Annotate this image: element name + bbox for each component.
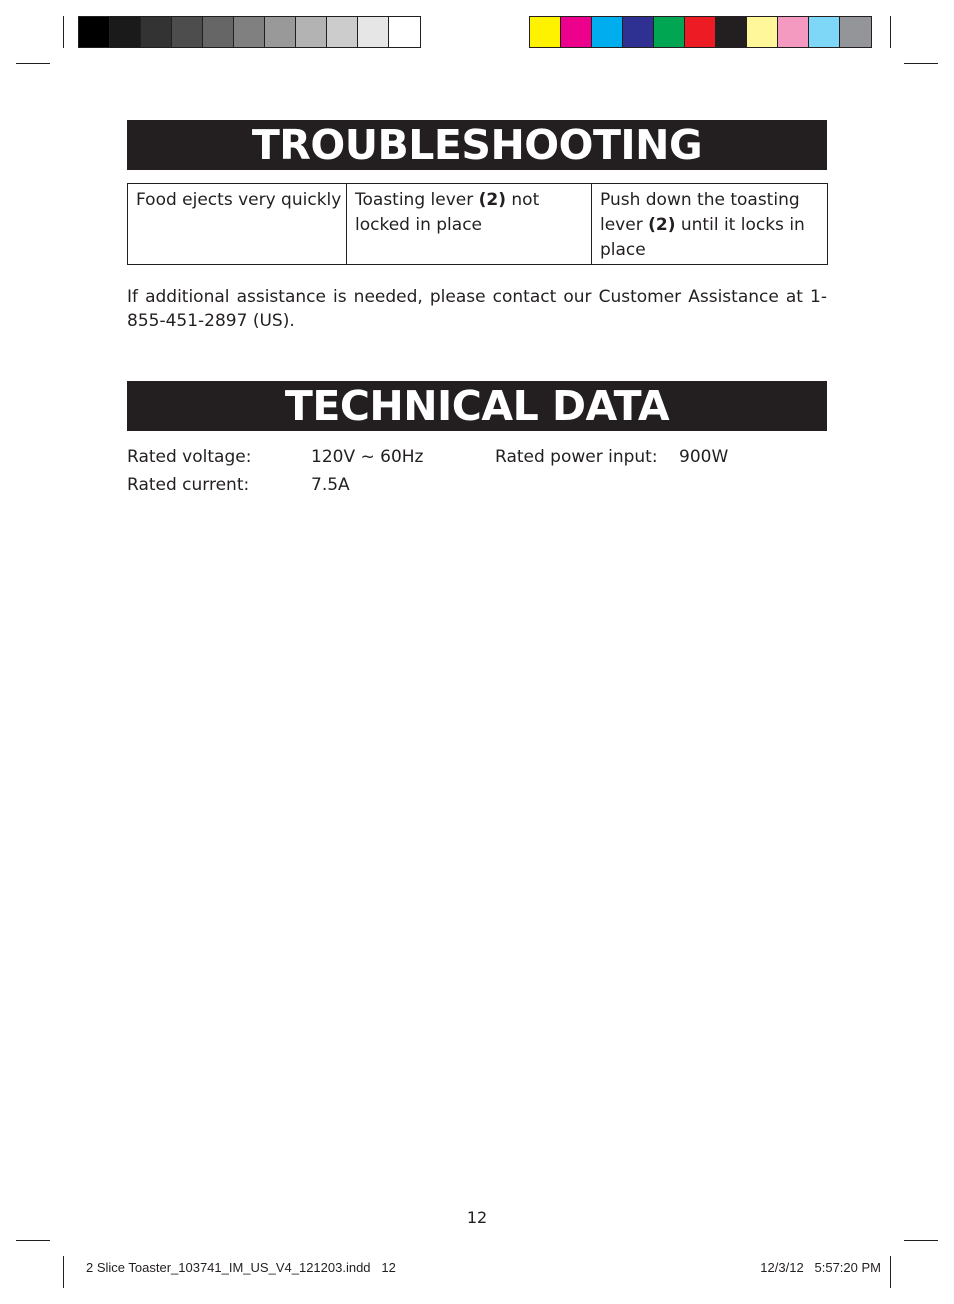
process-swatch-10 [809, 17, 840, 47]
process-swatch-8 [747, 17, 778, 47]
problem-text: Food ejects very quickly [136, 190, 342, 210]
file-slug: 2 Slice Toaster_103741_IM_US_V4_121203.indd 12 [86, 1260, 396, 1275]
process-swatch-1 [530, 17, 561, 47]
page-number: 12 [466, 1208, 488, 1227]
cause-part-reference: (2) [478, 190, 506, 210]
table-row [128, 184, 828, 265]
rated-voltage-value: 120V ~ 60Hz [311, 447, 424, 467]
crop-mark-bottom-left-vertical [63, 1256, 64, 1288]
problem-cell [128, 184, 347, 265]
grayscale-swatch-11 [389, 17, 420, 47]
cause-cell [347, 184, 592, 265]
rated-power-label: Rated power input: [495, 447, 658, 467]
solution-text-after: until it locks in place [600, 215, 805, 260]
process-swatch-6 [685, 17, 716, 47]
date-slug: 12/3/12 5:57:20 PM [760, 1260, 881, 1275]
solution-cell [592, 184, 828, 265]
grayscale-swatch-4 [172, 17, 203, 47]
process-swatch-11 [840, 17, 871, 47]
solution-text-before: Push down the toasting lever [600, 190, 800, 235]
crop-mark-top-left-horizontal [16, 63, 50, 64]
grayscale-swatch-1 [79, 17, 110, 47]
cause-text-after: not locked in place [355, 190, 540, 235]
crop-mark-bottom-left-horizontal [16, 1240, 50, 1241]
process-swatch-3 [592, 17, 623, 47]
grayscale-swatch-9 [327, 17, 358, 47]
customer-assistance-note: If additional assistance is needed, please contact our Customer Assistance at 1-855-451-2897 (US). [127, 287, 827, 331]
crop-mark-top-left-vertical [63, 16, 64, 48]
tech-data-row-voltage-power [127, 443, 827, 471]
process-swatch-2 [561, 17, 592, 47]
grayscale-color-bar [78, 16, 421, 48]
rated-current-label: Rated current: [127, 475, 250, 495]
crop-mark-top-right-vertical [890, 16, 891, 48]
crop-mark-top-right-horizontal [904, 63, 938, 64]
crop-mark-bottom-right-vertical [890, 1256, 891, 1288]
troubleshooting-table [127, 183, 828, 265]
tech-data-row-current [127, 471, 827, 499]
grayscale-swatch-8 [296, 17, 327, 47]
grayscale-swatch-6 [234, 17, 265, 47]
grayscale-swatch-2 [110, 17, 141, 47]
process-swatch-5 [654, 17, 685, 47]
process-color-bar [529, 16, 872, 48]
rated-voltage-label: Rated voltage: [127, 447, 252, 467]
process-swatch-4 [623, 17, 654, 47]
grayscale-swatch-5 [203, 17, 234, 47]
rated-current-value: 7.5A [311, 475, 350, 495]
process-swatch-7 [716, 17, 747, 47]
process-swatch-9 [778, 17, 809, 47]
cause-text-before: Toasting lever [355, 190, 479, 210]
grayscale-swatch-7 [265, 17, 296, 47]
technical-data-heading: TECHNICAL DATA [127, 381, 827, 431]
solution-part-reference: (2) [648, 215, 676, 235]
rated-power-value: 900W [679, 447, 729, 467]
troubleshooting-heading: TROUBLESHOOTING [127, 120, 827, 170]
crop-mark-bottom-right-horizontal [904, 1240, 938, 1241]
grayscale-swatch-3 [141, 17, 172, 47]
grayscale-swatch-10 [358, 17, 389, 47]
